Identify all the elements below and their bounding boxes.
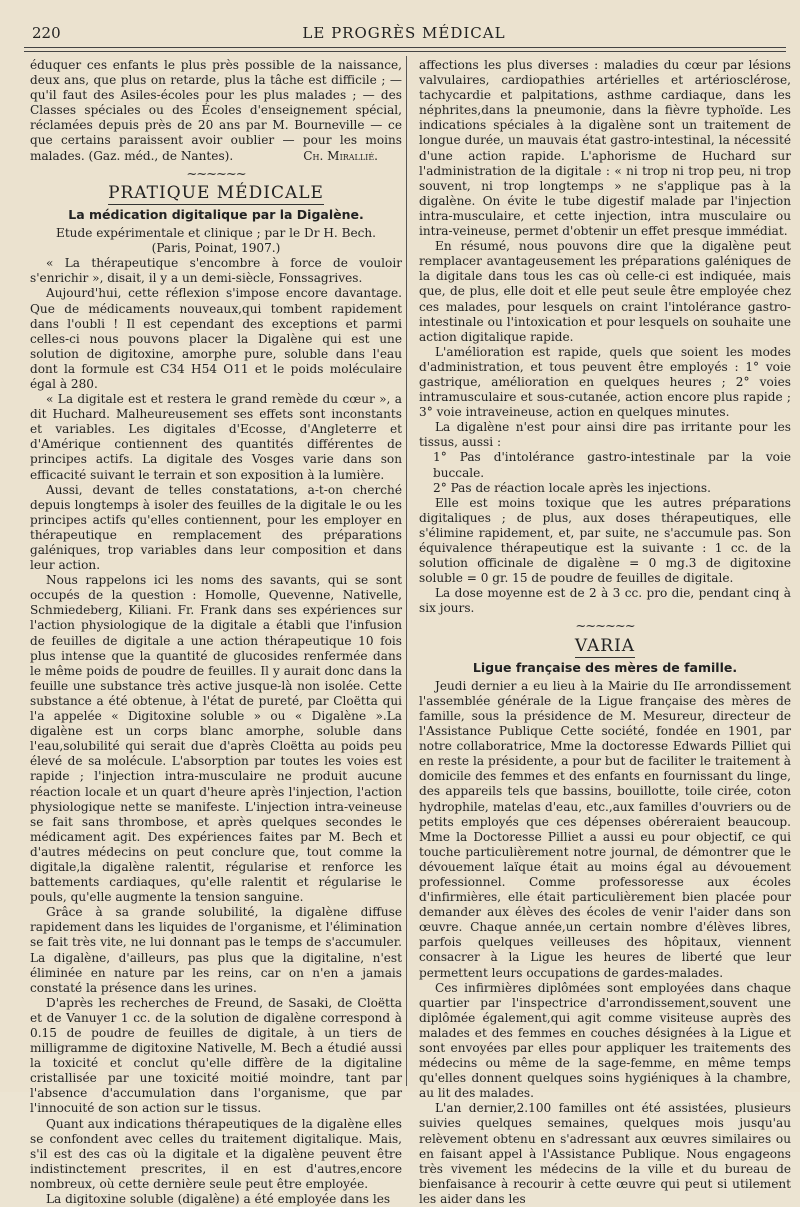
article-publication: (Paris, Poinat, 1907.) xyxy=(151,241,281,256)
intro-paragraph: éduquer ces enfants le plus près possible de la naissance, deux ans, que plus on retarde, plus la tâche est difficile ; — qu'il faut des Asiles-écoles pour les plus malades ; — des Classes spéciales ou des Écoles d'enseignement spécial, réclamées depuis près de 20 ans par M. Bourneville — ce que certains paraissent avoir oublier — pour les moins malades. (Gaz. méd., de Nantes). xyxy=(30,58,402,163)
body-paragraph: D'après les recherches de Freund, de Sasaki, de Cloëtta et de Vanuyer 1 cc. de la solution de digalène correspond à 0.15 de poudre de feuilles de digitale, à un tiers de milligramme de digitoxine Nativelle, M. Bech a étudié aussi la toxicité et conclut qu'elle diffère de la digitaline cristallisée par une toxicité moitié moindre, tant par l'absence d'accumulation dans l'organisme, que par l'innocuité de son action sur le tissus. xyxy=(30,995,402,1116)
body-paragraph: En résumé, nous pouvons dire que la digalène peut remplacer avantageusement les préparations galéniques de la digitale dans tous les cas où celle-ci est indiquée, mais que, de plus, elle doit et elle peut seule être employée chez ces malades, pour lesquels on craint l'intolérance gastro-intestinale ou l'intoxication et pour lesquels on souhaite une action digitalique rapide. xyxy=(419,239,791,344)
right-column xyxy=(419,58,791,1206)
article-title-digalene: La médication digitalique par la Digalène. xyxy=(68,206,364,222)
body-paragraph: Jeudi dernier a eu lieu à la Mairie du IIe arrondissement l'assemblée générale de la Ligue française des mères de famille, sous la présidence de M. Mesureur, directeur de l'Assistance Publique Cette société, fondée en 1901, par notre collaboratrice, Mme la doctoresse Edwards Pilliet qui en reste la présidente, a pour but de faciliter le traitement à domicile des femmes et des enfants en fournissant du linge, des appareils tels que bassins, bouillotte, toile cirée, coton hydrophile, matelas d'eau, etc.,aux familles d'ouvriers ou de petits employés que ces dépenses obéreraient beaucoup. Mme la Doctoresse Pilliet a aussi eu pour objectif, ce qui touche particulièrement notre journal, de démontrer que le dévouement laïque était au moins égal au dévouement professionnel. Comme professoresse aux écoles d'infirmières, elle était particulièrement bien placée pour demander aux élèves des écoles de venir l'aider dans son œuvre. Chaque année,un certain nombre d'élèves libres, parfois quelques veilleuses des hôpitaux, viennent consacrer à la Ligue les heures de liberté que leur permettent leurs occupations de gardes-malades. xyxy=(419,678,791,980)
body-paragraph: L'an dernier,2.100 familles ont été assistées, plusieurs suivies quelques semaines, quelques mois jusqu'au relèvement obtenu en s'adressant aux œuvres similaires ou en faisant appel à l'Assistance Publique. Nous engageons très vivement les médecins de la ville et du bureau de bienfaisance à recourir à cette œuvre qui peut si utilement les aider dans les xyxy=(419,1101,791,1206)
page-header xyxy=(24,22,784,44)
body-paragraph: Nous rappelons ici les noms des savants, qui se sont occupés de la question : Homolle, Quevenne, Nativelle, Schmiedeberg, Kiliani. Fr. Frank dans ses expériences sur l'action physiologique de la digitale a établi que l'infusion de feuilles de digitale a une action thérapeutique 10 fois plus intense que la quantité de glucosides renfermée dans le même poids de poudre de feuilles. Il y aurait donc dans la feuille une substance très active jusque-là non isolée. Cette substance a été obtenue, à l'état de pureté, par Cloëtta qui l'a appelée « Digitoxine soluble » ou « Digalène ».La digalène est un corps blanc amorphe, soluble dans l'eau,solubilité qui serait due d'après Cloëtta au poids peu élevé de sa molécule. L'absorption par toutes les voies est rapide ; l'injection intra-musculaire ne produit aucune réaction locale et un quart d'heure après l'injection, l'action physiologique nette se manifeste. L'injection intra-veineuse se fait sans thrombose, et après quelques secondes le médicament agit. Des expériences faites par M. Bech et d'autres médecins on peut conclure que, tout comme la digitale,la digalène ralentit, régularise et renforce les battements cardiaques, qu'elle ralentit et régularise le pouls, qu'elle augmente la tension sanguine. xyxy=(30,573,402,905)
list-item: 2° Pas de réaction locale après les injections. xyxy=(433,480,711,495)
body-paragraph: Aujourd'hui, cette réflexion s'impose encore davantage. Que de médicaments nouveaux,qui tombent rapidement dans l'oubli ! Il est cependant des exceptions et parmi celles-ci nous pouvons placer la Digalène qui est une solution de digitoxine, amorphe pure, soluble dans l'eau dont la formule est C34 H54 O11 et le poids moléculaire égal à 280. xyxy=(30,286,402,391)
body-paragraph: La digitoxine soluble (digalène) a été employée dans les xyxy=(46,1192,391,1207)
article-title-ligue: Ligue française des mères de famille. xyxy=(472,659,738,675)
body-paragraph: La dose moyenne est de 2 à 3 cc. pro die, pendant cinq à six jours. xyxy=(419,586,791,616)
header-rule-secondary xyxy=(24,51,786,52)
body-paragraph: Quant aux indications thérapeutiques de la digalène elles se confondent avec celles du traitement digitalique. Mais, s'il est des cas où la digitale et la digalène peuvent être indistinctement prescrites, il en est d'autres,encore nombreux, où cette dernière seule peut être employée. xyxy=(30,1116,402,1191)
page-number: 220 xyxy=(32,24,61,42)
ornament-divider: ~~~~~~ xyxy=(186,166,246,182)
section-title-pratique xyxy=(30,182,402,203)
header-rule xyxy=(24,47,786,48)
body-paragraph: Aussi, devant de telles constatations, a-t-on cherché depuis longtemps à isoler des feuilles de la digitale le ou les principes actifs qu'elles contiennent, pour les employer en thérapeutique en remplacement des préparations galéniques, trop variables dans leur composition et dans leur action. xyxy=(30,482,402,573)
body-paragraph: affections les plus diverses : maladies du cœur par lésions valvulaires, cardiopathies artérielles et artériosclérose, tachycardie et palpitations, asthme cardiaque, dans les néphrites,dans la pneumonie, dans la fièvre typhoïde. Les indications spéciales à la digalène sont un traitement de longue durée, un mauvais état gastro-intestinal, la nécessité d'une action rapide. L'aphorisme de Huchard sur l'administration de la digitale : « ni trop ni trop peu, ni trop souvent, ni trop longtemps » ne s'applique pas à la digalène. On évite le tube digestif malade par l'injection intra-musculaire, et cette injection, intra musculaire ou intra-veineuse, permet d'obtenir un effet presque immédiat. xyxy=(419,58,791,239)
journal-title: LE PROGRÈS MÉDICAL xyxy=(302,24,506,42)
section-title-varia xyxy=(419,635,791,656)
body-paragraph: La digalène n'est pour ainsi dire pas irritante pour les tissus, aussi : xyxy=(419,420,791,450)
left-column xyxy=(30,58,402,1207)
article-subtitle: Etude expérimentale et clinique ; par le Dr H. Bech. xyxy=(55,226,377,241)
section-title-text: VARIA xyxy=(574,635,636,656)
ornament-divider: ~~~~~~ xyxy=(575,619,635,635)
intro-author: Ch. Mirallié. xyxy=(303,148,378,163)
body-paragraph: « La thérapeutique s'encombre à force de vouloir s'enrichir », disait, il y a un demi-siècle, Fonssagrives. xyxy=(30,256,402,286)
column-divider xyxy=(406,56,407,1086)
body-paragraph: Grâce à sa grande solubilité, la digalène diffuse rapidement dans les liquides de l'organisme, et l'élimination se fait très vite, ne lui donnant pas le temps de s'accumuler. La digalène, d'ailleurs, pas plus que la digitaline, n'est éliminée en nature par les reins, car on n'en a jamais constaté la présence dans les urines. xyxy=(30,905,402,995)
body-paragraph: Ces infirmières diplômées sont employées dans chaque quartier par l'inspectrice d'arrondissement,souvent une diplômée également,qui agit comme visiteuse auprès des malades et des femmes en couches désignées à la Ligue et sont envoyées par elles pour appliquer les traitements des médecins ou même de la sage-femme, en même temps qu'elles donnent quelques soins hygiéniques à la chambre, au lit des malades. xyxy=(419,980,791,1101)
body-paragraph: L'amélioration est rapide, quels que soient les modes d'administration, et tous peuvent être employés : 1° voie gastrique, amélioration en quelques heures ; 2° voies intramusculaire et sous-cutanée, action encore plus rapide ; 3° voie intraveineuse, action en quelques minutes. xyxy=(419,344,791,420)
list-item: 1° Pas d'intolérance gastro-intestinale par la voie buccale. xyxy=(433,450,791,480)
section-title-text: PRATIQUE MÉDICALE xyxy=(108,182,324,203)
body-paragraph: « La digitale est et restera le grand remède du cœur », a dit Huchard. Malheureusement ses effets sont inconstants et variables. Les digitales d'Ecosse, d'Angleterre et d'Amérique contiennent des quantités différentes de principes actifs. La digitale des Vosges varie dans son efficacité suivant le terrain et son exposition à la lumière. xyxy=(30,392,402,482)
body-paragraph: Elle est moins toxique que les autres préparations digitaliques ; de plus, aux doses thérapeutiques, elle s'élimine rapidement, et, par suite, ne s'accumule pas. Son équivalence thérapeutique est la suivante : 1 cc. de la solution officinale de digalène = 0 mg.3 de digitoxine soluble = 0 gr. 15 de poudre de feuilles de digitale. xyxy=(419,495,791,586)
